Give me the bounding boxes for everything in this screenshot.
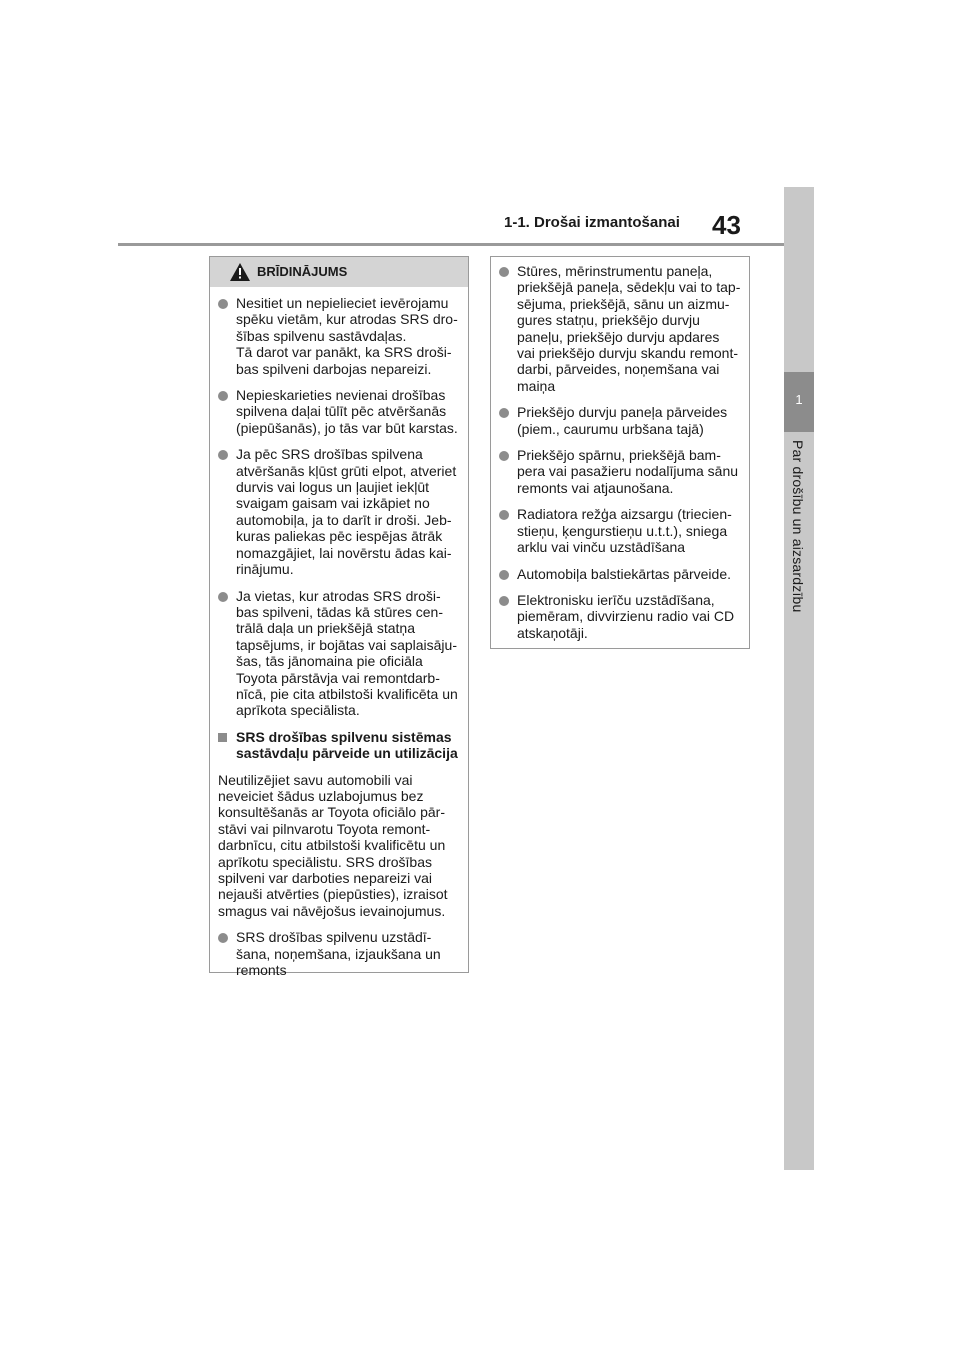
item-text: Nesitiet un nepielieciet ievērojamu spēku vietām, kur atrodas SRS dro-šības spilvenu sastāvdaļas. Tā darot var panākt, ka SRS droši-bas spilveni darbojas nepareizi. bbox=[236, 295, 458, 377]
item-text: Elektronisku ierīču uzstādīšana, piemēram, divvirzienu radio vai CD atskaņotāji. bbox=[517, 591, 735, 641]
warning-box bbox=[209, 256, 469, 979]
list-item bbox=[499, 263, 741, 394]
item-text: Stūres, mērinstrumentu paneļa, priekšējā paneļa, sēdekļu vai to tap-sējuma, priekšējā, sānu un aizmu-gures statņu, priekšējo durvju paneļu, priekšējo durvju apdares vai priekšējo durvju skandu remont-darbi, pārveides, noņemšana vai maiņa bbox=[517, 263, 741, 394]
subheading-text: SRS drošības spilvenu sistēmas sastāvdaļu pārveide un utilizācija bbox=[236, 728, 458, 762]
list-item bbox=[218, 588, 460, 719]
list-item bbox=[218, 929, 460, 978]
item-text: Nepieskarieties nevienai drošības spilvena daļai tūlīt pēc atvēršanās (piepūšanās), jo tās var būt karstas. bbox=[236, 387, 458, 436]
header-rule bbox=[118, 243, 785, 246]
bullet-icon bbox=[218, 592, 228, 602]
list-item bbox=[499, 566, 741, 582]
bullet-icon bbox=[499, 570, 509, 580]
side-strip bbox=[784, 187, 814, 1170]
bullet-icon bbox=[499, 510, 509, 520]
item-text: SRS drošības spilvenu uzstādī-šana, noņemšana, izjaukšana un remonts bbox=[236, 929, 441, 979]
continued-warning-box bbox=[490, 256, 750, 649]
warning-label: BRĪDINĀJUMS bbox=[257, 264, 348, 279]
page-number: 43 bbox=[712, 210, 741, 240]
bullet-icon bbox=[218, 391, 228, 401]
item-text: Ja vietas, kur atrodas SRS droši-bas spilveni, tādas kā stūres cen-trālā daļa un priekšējā statņa tapsējums, ir bojātas vai saplaisāju-šas, tās jānomaina pie oficiāla Toyota pārstāvja vai remontdarb-nīcā, pie cita atbilstoši kvalificēta un aprīkota speciālista. bbox=[236, 587, 458, 719]
warning-triangle-icon bbox=[230, 263, 250, 281]
list-item bbox=[499, 592, 741, 641]
bullet-icon bbox=[499, 267, 509, 277]
chapter-title: Par drošību un aizsardzību bbox=[790, 440, 806, 613]
item-text: Automobiļa balstiekārtas pārveide. bbox=[517, 565, 732, 582]
bullet-icon bbox=[218, 933, 228, 943]
item-text: Priekšējo spārnu, priekšējā bam-pera vai pasažieru nodalījuma sānu remonts vai atjaunošana. bbox=[517, 447, 739, 496]
subheading bbox=[218, 729, 460, 762]
list-item bbox=[499, 404, 741, 437]
item-text: Priekšējo durvju paneļa pārveides (piem., caurumu urbšana tajā) bbox=[517, 404, 728, 437]
bullet-icon bbox=[499, 596, 509, 606]
item-text: Ja pēc SRS drošības spilvena atvēršanās kļūst grūti elpot, atveriet durvis vai logus un ļaujiet iekļūt svaigam gaisam vai izkāpiet no automobiļa, ja to darīt ir droši. Jeb-kuras paliekas pēc iespējas ātrāk nomazgājiet, lai novērstu ādas kai-rinājumu. bbox=[236, 446, 457, 578]
section-title: 1-1. Drošai izmantošanai bbox=[504, 214, 680, 231]
list-item bbox=[218, 295, 460, 377]
list-item bbox=[499, 447, 741, 496]
bullet-icon bbox=[218, 450, 228, 460]
bullet-icon bbox=[499, 408, 509, 418]
bullet-icon bbox=[499, 451, 509, 461]
list-item bbox=[218, 387, 460, 436]
bullet-icon bbox=[218, 299, 228, 309]
list-item bbox=[499, 506, 741, 555]
item-text: Radiatora režģa aizsargu (triecien-stieņu, ķengurstieņu u.t.t.), sniega arklu vai vinču uzstādīšana bbox=[517, 506, 732, 556]
warning-header bbox=[210, 257, 468, 287]
chapter-number: 1 bbox=[795, 392, 803, 407]
paragraph: Neutilizējiet savu automobili vai neveiciet šādus uzlabojumus bez konsultēšanās ar Toyota oficiālo pār-stāvi vai pilnvarotu Toyota remont-darbnīcu, citu atbilstoši kvalificētu un aprīkotu speciālistu. SRS drošības spilveni var darboties nepareizi vai nejauši atvērties (piepūsties), izraisot smagus vai nāvējošus ievainojumus. bbox=[218, 771, 448, 919]
square-bullet-icon bbox=[218, 733, 227, 742]
list-item bbox=[218, 446, 460, 577]
